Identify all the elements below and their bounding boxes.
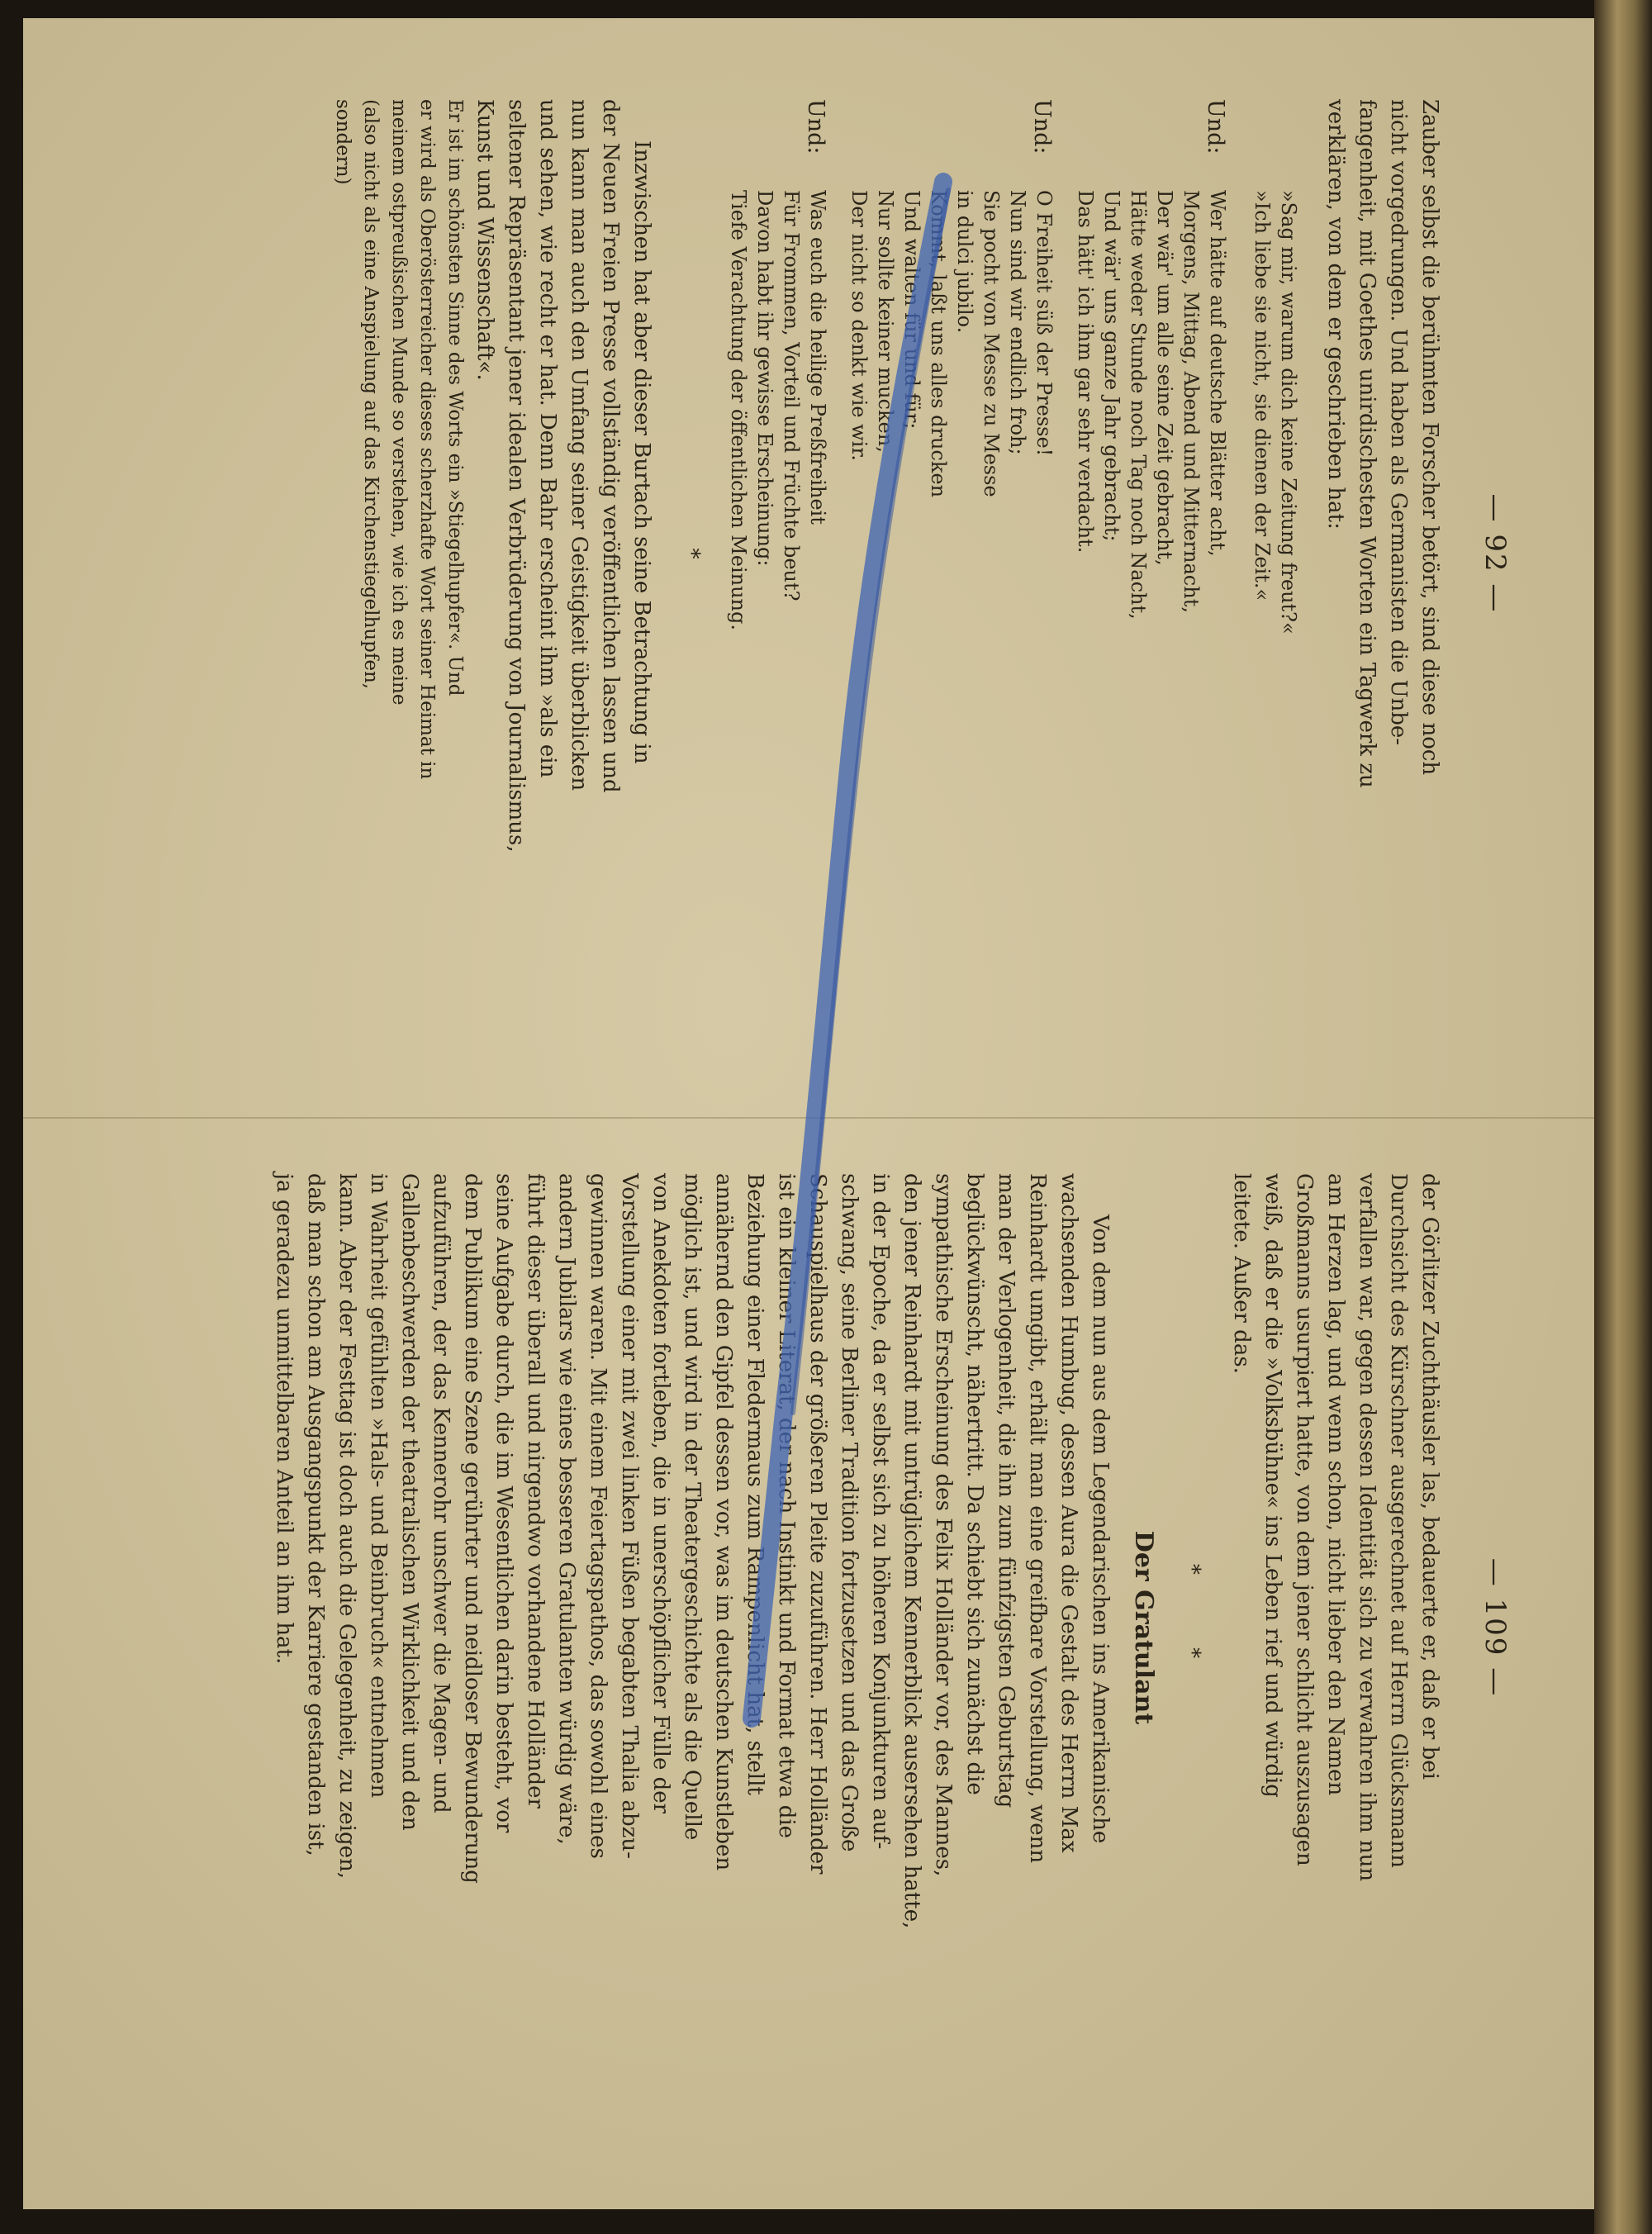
poem-line: Morgens, Mittag, Abend und Mitternacht, [1180,190,1203,613]
text-line: annähernd den Gipfel dessen vor, was im deutschen Kunstleben [711,1173,736,1871]
quote-line: »Ich liebe sie nicht, sie dienen der Zeit.« [1251,190,1274,601]
poem-label: Und: [803,99,828,154]
poem-line: Was euch die heilige Preßfreiheit [806,190,829,525]
left-intro [1320,99,1446,1008]
text-line: ist ein kleiner Literat, der nach Instinkt und Format etwa die [774,1173,799,1839]
text-line: in Wahrheit gefühlten »Hals- und Beinbruch« entnehmen [366,1173,391,1799]
text-line: führt dieser überall und nirgendwo vorhandene Holländer [523,1173,548,1809]
text-line: weiß, daß er die »Volksbühne« ins Leben rief und würdig [1260,1173,1285,1798]
right-intro [1226,1173,1446,2082]
text-line: und sehen, wie recht er hat. Denn Bahr erscheint ihm »als ein [535,99,560,778]
text-line: Vorstellung einer mit zwei linken Füßen begabten Thalia abzu- [617,1173,642,1859]
poem-1 [1072,99,1231,1008]
poem-line: Davon habt ihr gewisse Erscheinung: [753,190,776,567]
text-line: schwang, seine Berliner Tradition fortzusetzen und das Große [837,1173,862,1852]
text-line: Gallenbeschwerden der theatralischen Wirklichkeit und den [397,1173,422,1831]
poem-line: Sie pocht von Messe zu Messe [980,190,1003,497]
text-line: Zauber selbst die berühmten Forscher betört, sind diese noch [1417,99,1442,776]
text-line: meinem ostpreußischen Munde so verstehen, wie ich es meine [388,99,410,706]
text-line: verfallen war, gegen dessen Identität sich zu verwahren ihm nun [1355,1173,1379,1882]
section-separator: * [679,548,704,559]
poem-label: Und: [1203,99,1228,154]
text-line: der Neuen Freien Presse vollständig veröffentlichen lassen und [598,99,623,793]
text-line: aufzuführen, der das Kennerohr unschwer die Magen- und [429,1173,453,1813]
text-line: beglückwünscht, nähertritt. Da schiebt sich zunächst die [962,1173,987,1795]
text-line: nicht vorgedrungen. Und haben als Germanisten die Unbe- [1386,99,1411,746]
text-line: möglich ist, und wird in der Theatergeschichte als die Quelle [680,1173,705,1841]
text-line: Großmanns usurpiert hatte, von dem jener schlicht auszusagen [1292,1173,1317,1866]
text-line: sympathische Erscheinung des Felix Holländer vor, des Mannes, [931,1173,956,1877]
page-number-left: — 92 — [1479,493,1512,614]
text-line: gewinnen waren. Mit einem Feiertagspathos, das sowohl eines [586,1173,610,1859]
text-line: Beziehung einer Fledermaus zum Rampenlicht hat, stellt [743,1173,767,1795]
text-line: Durchsicht des Kürschner ausgerechnet auf Herrn Glücksmann [1386,1173,1411,1868]
poem-line: Hätte weder Stunde noch Tag noch Nacht, [1127,190,1150,620]
text-line: Von dem nun aus dem Legendarischen ins Amerikanische [1088,1214,1113,1844]
text-line: Kunst und Wissenschaft«. [472,99,497,381]
text-line: am Herzen lag, und wenn schon, nicht lieber den Namen [1323,1173,1348,1796]
text-line: der Görlitzer Zuchthäusler las, bedauerte er, daß er bei [1417,1173,1442,1780]
text-line: ja geradezu unmittelbaren Anteil an ihm hat. [272,1173,297,1665]
text-line: daß man schon am Ausgangspunkt der Karriere gestanden ist, [303,1173,328,1856]
poem-line: Das hätt' ich ihm gar sehr verdacht. [1074,190,1097,554]
text-line: (also nicht als eine Anspielung auf das Kirchenstiegelhupfen, [360,99,382,690]
text-line: von Anekdoten fortleben, die in unerschöpflicher Fülle der [648,1173,673,1814]
text-line: in der Epoche, da er selbst sich zu höheren Konjunkturen auf- [868,1173,893,1850]
page-number-right: — 109 — [1479,1557,1512,1698]
poem-line: in dulci jubilo. [953,190,976,334]
book-edge [1594,0,1652,2234]
poem-line: Der wär' um alle seine Zeit gebracht, [1153,190,1176,566]
text-line: Er ist im schönsten Sinne des Worts ein »Stiegelhupfer«. Und [444,99,466,696]
text-line: man der Verlogenheit, die ihn zum fünfzigsten Geburtstag [994,1173,1018,1809]
text-line: seltener Repräsentant jener idealen Verbrüderung von Journalismus, [504,99,529,853]
text-line: sondern) [332,99,354,185]
section-stars: * * [1180,1563,1204,1692]
left-paragraph-2 [329,99,469,1008]
right-paragraph [268,1173,1116,2082]
text-line: er wird als Oberösterreicher dieses scherzhafte Wort seiner Heimat in [416,99,438,780]
text-line: Reinhardt umgibt, erhält man eine greifbare Vorstellung, wenn [1025,1173,1050,1864]
text-line: dem Publikum eine Szene gerührter und neidloser Bewunderung [460,1173,485,1884]
text-line: andern Jubilars wie eines besseren Gratulanten würdig wäre, [554,1173,579,1845]
goethe-quote [1249,190,1302,1008]
text-line: den jener Reinhardt mit untrüglichem Kennerblick ausersehen hatte, [900,1173,924,1929]
text-line: kann. Aber der Festtag ist doch auch die Gelegenheit, zu zeigen, [335,1173,359,1880]
poem-line: Nur sollte keiner mucken, [874,190,897,453]
left-paragraph-1 [469,99,657,1008]
section-heading: Der Gratulant [1129,1530,1158,1725]
text-line: fangenheit, mit Goethes unirdischesten Worten ein Tagwerk zu [1355,99,1379,788]
poem-line: Für Frommen, Vorteil und Früchte beut? [780,190,803,601]
text-line: seine Aufgabe durch, die im Wesentlichen darin besteht, vor [491,1173,516,1833]
poem-line: Und wär' uns ganze Jahr gebracht; [1100,190,1123,542]
poem-line: Der nicht so denkt wie wir. [847,190,871,461]
poem-line: Und walten für und für; [900,190,923,430]
text-line: Schauspielhaus der größeren Pleite zuzuführen. Herr Holländer [805,1173,830,1875]
quote-line: »Sag mir, warum dich keine Zeitung freut?« [1277,190,1300,635]
poem-line: Kommt, laßt uns alles drucken [927,190,950,498]
poem-line: Tiefe Verachtung der öffentlichen Meinung. [727,190,750,630]
text-line: nun kann man auch den Umfang seiner Geistigkeit überblicken [567,99,591,791]
poem-line: Nun sind wir endlich froh; [1006,190,1029,455]
poem-line: O Freiheit süß der Presse! [1032,190,1056,457]
poem-label: Und: [1029,99,1055,154]
blue-pencil-stroke [727,165,975,1735]
text-line: verklären, von dem er geschrieben hat: [1323,99,1348,530]
text-line: Inzwischen hat aber dieser Burtach seine Betrachtung in [629,140,654,764]
text-line: wachsenden Humbug, dessen Aura die Gestalt des Herrn Max [1056,1173,1081,1853]
text-line: leitete. Außer das. [1229,1173,1254,1374]
poem-line: Wer hätte auf deutsche Blätter acht, [1206,190,1229,557]
